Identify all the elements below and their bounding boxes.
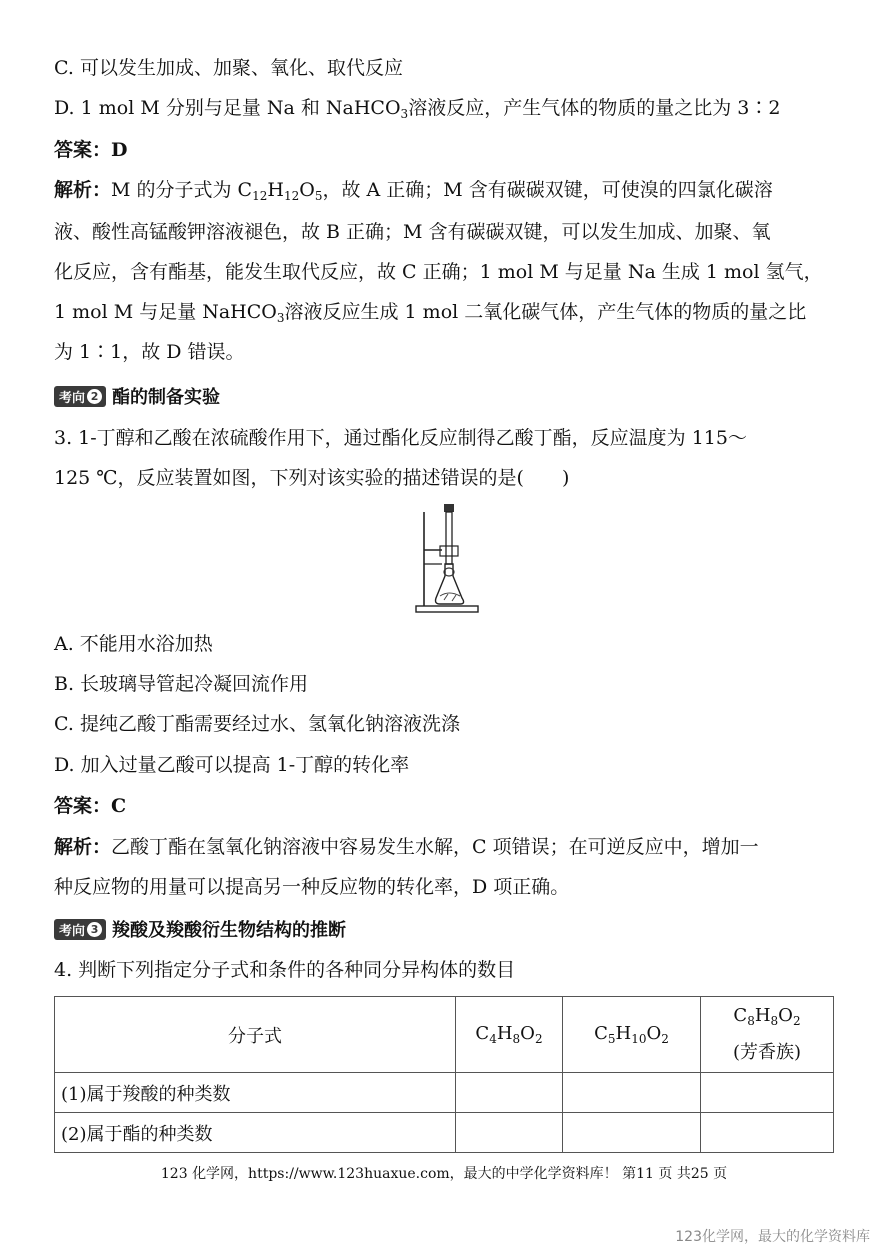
q2-option-c: C. 可以发生加成、加聚、氧化、取代反应: [54, 57, 403, 79]
table-row: [55, 1073, 834, 1113]
answer-cell: [563, 1113, 701, 1153]
q2-explanation-line-4: 1 mol M 与足量 NaHCO$_3$溶液反应生成 1 mol 二氧化碳气体，产生气体的物质的量之比: [54, 301, 807, 325]
liquid-surface: [440, 593, 460, 596]
stand-base: [416, 606, 478, 612]
flask: [436, 564, 464, 604]
q3-option-c: C. 提纯乙酸丁酯需要经过水、氢氧化钠溶液洗涤: [54, 713, 460, 735]
q2-explanation-line-2: 液、酸性高锰酸钾溶液褪色，故 B 正确；M 含有碳碳双键，可以发生加成、加聚、氧: [54, 221, 771, 243]
watermark: 123化学网，最大的化学资料库: [675, 1229, 870, 1245]
q3-answer: 答案：C: [54, 795, 127, 817]
section-badge: 考向 3: [54, 919, 106, 940]
q3-explanation-line-2: 种反应物的用量可以提高另一种反应物的转化率，D 项正确。: [54, 876, 570, 898]
aromatic-note: (芳香族): [732, 1042, 802, 1063]
q3-stem-line-1: 3. 1-丁醇和乙酸在浓硫酸作用下，通过酯化反应制得乙酸丁酯，反应温度为 115～: [54, 427, 747, 449]
row-label-carboxylic-acids: (1)属于羧酸的种类数: [55, 1073, 456, 1113]
q3-stem-line-2: 125 ℃，反应装置如图，下列对该实验的描述错误的是( ): [54, 467, 570, 489]
section-tag-3: [54, 916, 346, 942]
section-title: 酯的制备实验: [112, 387, 221, 408]
isomer-count-table: [54, 996, 834, 1153]
q3-option-b: B. 长玻璃导管起冷凝回流作用: [54, 673, 309, 695]
q2-option-d: D. 1 mol M 分别与足量 Na 和 NaHCO$_3$溶液反应，产生气体的物质的量之比为 3∶2: [54, 97, 781, 121]
section-badge: 考向 2: [54, 386, 106, 407]
table-row: [55, 1113, 834, 1153]
section-title: 羧酸及羧酸衍生物结构的推断: [112, 920, 347, 941]
page-footer: 123 化学网，https://www.123huaxue.com，最大的中学化学资料库！ 第11 页 共25 页: [160, 1166, 728, 1182]
answer-cell: [456, 1073, 563, 1113]
q3-option-a: A. 不能用水浴加热: [54, 633, 213, 655]
answer-cell: [701, 1113, 834, 1153]
q2-explanation-line-5: 为 1∶1，故 D 错误。: [54, 341, 245, 363]
header-formula-c4h8o2: $C_4H_8O_2$: [456, 997, 563, 1073]
q4-stem: 4. 判断下列指定分子式和条件的各种同分异构体的数目: [54, 959, 516, 981]
q2-explanation-line-1: 解析：M 的分子式为 $C_{12}H_{12}O_5$，故 A 正确；M 含有碳碳双键，可使溴的四氯化碳溶: [54, 179, 773, 203]
header-formula-c5h10o2: $C_5H_{10}O_2$: [563, 997, 701, 1073]
section-tag-2: [54, 383, 220, 409]
answer-cell: [701, 1073, 834, 1113]
q2-answer: 答案：D: [54, 139, 128, 161]
answer-cell: [563, 1073, 701, 1113]
reflux-apparatus-figure: [414, 502, 480, 616]
answer-cell: [456, 1113, 563, 1153]
q3-explanation-line-1: 解析：乙酸丁酯在氢氧化钠溶液中容易发生水解，C 项错误；在可逆反应中，增加一: [54, 836, 759, 858]
header-formula-c8h8o2: $C_8H_8O_2$ (芳香族): [701, 997, 834, 1073]
q3-option-d: D. 加入过量乙酸可以提高 1-丁醇的转化率: [54, 754, 410, 776]
stopper: [444, 504, 454, 512]
q2-explanation-line-3: 化反应，含有酯基，能发生取代反应，故 C 正确；1 mol M 与足量 Na 生成 1 mol 氢气，: [54, 261, 823, 283]
header-formula-label: 分子式: [55, 997, 456, 1073]
row-label-esters: (2)属于酯的种类数: [55, 1113, 456, 1153]
table-header-row: [55, 997, 834, 1073]
clamp: [440, 546, 458, 556]
